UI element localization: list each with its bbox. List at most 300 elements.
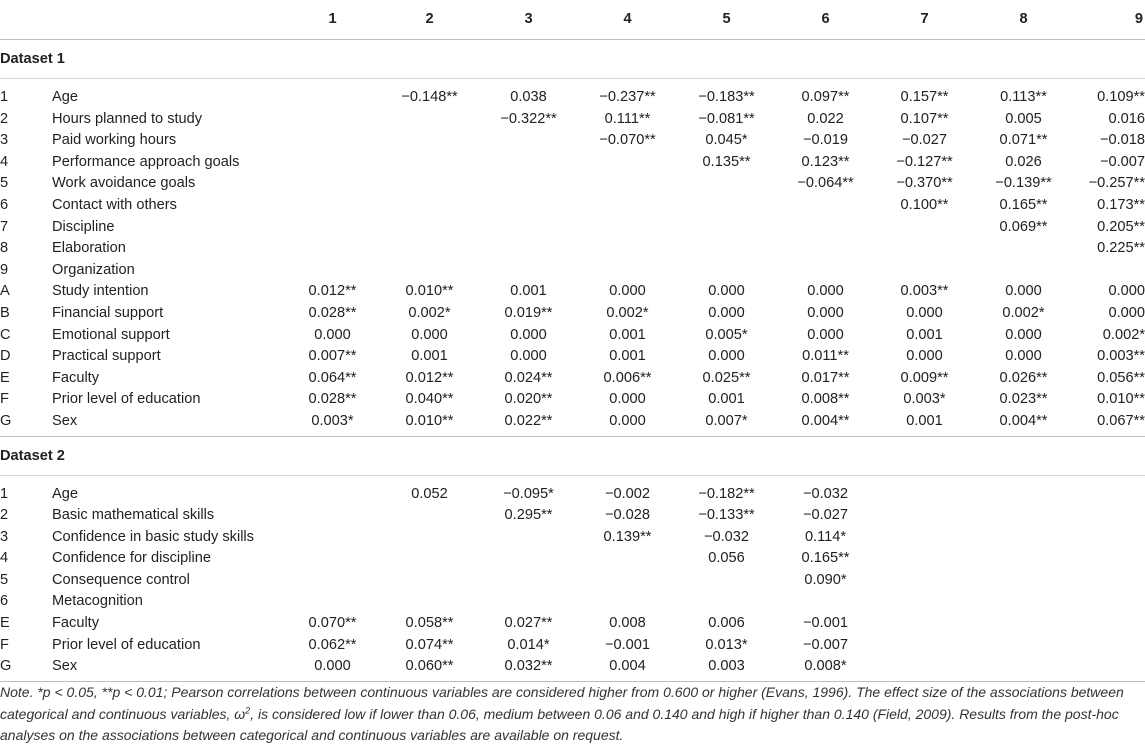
value-cell: 0.000 [807, 283, 844, 300]
value-cell [776, 195, 875, 217]
value-cell: −0.133** [698, 507, 755, 524]
value-cell: −0.032 [802, 485, 849, 502]
row-code: 5 [0, 175, 9, 192]
value-cell: 0.002* [606, 304, 649, 321]
value-cell: 0.011** [802, 348, 849, 365]
value-cell [380, 152, 479, 174]
table-row [0, 281, 1145, 303]
row-label: Practical support [52, 348, 161, 365]
value-cell: 0.006 [708, 615, 745, 632]
value-cell: 0.001 [609, 326, 646, 343]
value-cell: 0.001 [411, 348, 448, 365]
value-cell: 0.038 [510, 89, 547, 105]
value-cell: −0.001 [604, 636, 651, 653]
value-cell: 0.000 [708, 304, 745, 321]
value-cell: 0.107** [900, 110, 949, 127]
value-cell: 0.067** [1097, 412, 1145, 429]
value-cell [1073, 527, 1145, 549]
row-code: F [0, 636, 9, 653]
rule-row [0, 678, 1145, 682]
value-cell [479, 570, 578, 592]
value-cell [285, 109, 380, 131]
value-cell: 0.000 [609, 391, 646, 408]
value-cell [677, 570, 776, 592]
row-code: E [0, 615, 10, 632]
value-cell: 0.002* [408, 304, 451, 321]
row-code: F [0, 391, 9, 408]
value-cell [479, 260, 578, 282]
value-cell: 0.003 [708, 658, 745, 675]
value-cell [380, 505, 479, 527]
value-cell [776, 238, 875, 260]
value-cell: 0.004** [999, 412, 1048, 429]
table-row [0, 260, 1145, 282]
row-code: A [0, 283, 10, 300]
value-cell: 0.006** [603, 369, 652, 386]
row-code: C [0, 326, 11, 343]
value-cell: 0.005* [705, 326, 748, 343]
value-cell: −0.182** [698, 485, 755, 502]
value-cell [578, 217, 677, 239]
row-label: Age [52, 89, 78, 105]
value-cell [479, 173, 578, 195]
value-cell [974, 527, 1073, 549]
value-cell: 0.003* [903, 391, 946, 408]
value-cell [974, 656, 1073, 678]
value-cell [285, 527, 380, 549]
value-cell [285, 484, 380, 506]
value-cell: 0.069** [999, 218, 1048, 235]
table-note [0, 682, 1140, 747]
value-cell: −0.322** [500, 110, 557, 127]
value-cell: 0.028** [308, 391, 357, 408]
value-cell: 0.056** [1097, 369, 1145, 386]
value-cell: 0.071** [999, 132, 1048, 149]
column-header: 4 [578, 0, 677, 40]
value-cell: 0.017** [801, 369, 850, 386]
row-code: 8 [0, 240, 9, 257]
table-row [0, 346, 1145, 368]
value-cell [380, 109, 479, 131]
rule-cell [0, 678, 1145, 682]
value-cell [479, 217, 578, 239]
value-cell [578, 260, 677, 282]
value-cell: −0.002 [604, 485, 651, 502]
value-cell [875, 484, 974, 506]
value-cell: 0.295** [504, 507, 553, 524]
value-cell: 0.010** [405, 283, 454, 300]
value-cell [479, 130, 578, 152]
value-cell [578, 173, 677, 195]
value-cell [285, 570, 380, 592]
spacer-row [0, 475, 1145, 484]
value-cell [578, 570, 677, 592]
value-cell: 0.113** [1000, 89, 1047, 105]
value-cell: 0.135** [702, 153, 751, 170]
table-row [0, 505, 1145, 527]
value-cell [875, 613, 974, 635]
value-cell: −0.370** [896, 175, 953, 192]
value-cell [776, 217, 875, 239]
value-cell: 0.012** [405, 369, 454, 386]
value-cell: 0.008** [801, 391, 850, 408]
row-code: 1 [0, 485, 9, 502]
value-cell [285, 591, 380, 613]
row-code: 3 [0, 132, 9, 149]
value-cell: 0.205** [1097, 218, 1145, 235]
value-cell: 0.004** [801, 412, 850, 429]
value-cell: 0.001 [609, 348, 646, 365]
table-row [0, 411, 1145, 433]
row-code: B [0, 304, 10, 321]
value-cell: 0.064** [308, 369, 357, 386]
table-row [0, 109, 1145, 131]
value-cell [1073, 656, 1145, 678]
value-cell: −0.028 [604, 507, 651, 524]
value-cell: 0.109** [1097, 89, 1145, 105]
value-cell: 0.003** [1097, 348, 1145, 365]
value-cell: 0.010** [1097, 391, 1145, 408]
row-code: 9 [0, 261, 9, 278]
value-cell: 0.009** [900, 369, 949, 386]
table-row [0, 656, 1145, 678]
column-header: 8 [974, 0, 1073, 40]
value-cell [380, 570, 479, 592]
value-cell [285, 152, 380, 174]
value-cell [1073, 613, 1145, 635]
value-cell [776, 260, 875, 282]
table-row [0, 527, 1145, 549]
value-cell: 0.001 [708, 391, 745, 408]
value-cell: 0.052 [411, 485, 448, 502]
value-cell: 0.000 [609, 283, 646, 300]
value-cell [875, 238, 974, 260]
value-cell [677, 260, 776, 282]
table-row [0, 591, 1145, 613]
column-header: 5 [677, 0, 776, 40]
value-cell [380, 173, 479, 195]
table-row [0, 217, 1145, 239]
value-cell: 0.114* [804, 528, 847, 545]
value-cell: 0.000 [708, 283, 745, 300]
row-label: Performance approach goals [52, 153, 240, 170]
value-cell: 0.023** [999, 391, 1048, 408]
value-cell: −0.007 [1099, 153, 1145, 170]
row-code: D [0, 348, 11, 365]
value-cell: 0.100** [900, 196, 949, 213]
value-cell: −0.018 [1099, 132, 1145, 149]
value-cell: 0.139** [603, 528, 652, 545]
value-cell [285, 130, 380, 152]
value-cell: 0.070** [308, 615, 357, 632]
value-cell [380, 527, 479, 549]
table-row [0, 325, 1145, 347]
table-row [0, 570, 1145, 592]
value-cell: 0.045* [705, 132, 748, 149]
value-cell: 0.002* [1002, 304, 1045, 321]
value-cell [677, 238, 776, 260]
value-cell [380, 217, 479, 239]
dataset2-section-row [0, 436, 1145, 475]
row-label: Financial support [52, 304, 164, 321]
value-cell: −0.127** [896, 153, 953, 170]
value-cell: −0.019 [802, 132, 849, 149]
row-code: 3 [0, 528, 9, 545]
note-superscript: 2 [245, 704, 251, 715]
value-cell [974, 570, 1073, 592]
value-cell [974, 613, 1073, 635]
spacer-row [0, 79, 1145, 88]
row-label: Consequence control [52, 571, 190, 588]
value-cell [285, 217, 380, 239]
value-cell [1073, 548, 1145, 570]
spacer-cell [0, 475, 1145, 484]
value-cell: 0.173** [1097, 196, 1145, 213]
value-cell: −0.032 [703, 528, 750, 545]
row-label: Hours planned to study [52, 110, 203, 127]
row-label: Elaboration [52, 240, 126, 257]
table-row [0, 368, 1145, 390]
value-cell [1073, 260, 1145, 282]
value-cell [285, 548, 380, 570]
value-cell: 0.097** [801, 89, 850, 105]
value-cell [974, 238, 1073, 260]
value-cell [479, 238, 578, 260]
value-cell [380, 260, 479, 282]
value-cell [677, 173, 776, 195]
value-cell [285, 260, 380, 282]
row-label: Confidence for discipline [52, 550, 211, 567]
value-cell: 0.008 [609, 615, 646, 632]
value-cell [479, 591, 578, 613]
value-cell [875, 570, 974, 592]
value-cell [974, 505, 1073, 527]
value-cell [974, 260, 1073, 282]
row-code: 6 [0, 196, 9, 213]
value-cell [380, 130, 479, 152]
value-cell: −0.081** [698, 110, 755, 127]
spacer-cell [0, 79, 1145, 88]
value-cell [1073, 505, 1145, 527]
value-cell [479, 548, 578, 570]
value-cell: 0.165** [801, 550, 850, 567]
value-cell: 0.000 [1005, 283, 1042, 300]
value-cell: 0.022 [807, 110, 844, 127]
row-label: Faculty [52, 369, 100, 386]
row-code: 7 [0, 218, 9, 235]
value-cell [578, 152, 677, 174]
row-label: Prior level of education [52, 391, 201, 408]
value-cell [578, 591, 677, 613]
value-cell: 0.000 [1108, 283, 1145, 300]
value-cell: 0.123** [801, 153, 850, 170]
table-row [0, 238, 1145, 260]
value-cell: 0.007** [308, 348, 357, 365]
value-cell: 0.016 [1108, 110, 1145, 127]
row-label: Contact with others [52, 196, 177, 213]
value-cell: 0.000 [906, 348, 943, 365]
note-text-cont: , is considered low if lower than 0.06, medium between 0.06 and 0.140 and high if higher than 0.140 (Field, 2009). Results from the post-hoc analyses on the associations between categorical and continuous variables are available on request. [0, 705, 1119, 743]
value-cell [677, 591, 776, 613]
value-cell: 0.028** [308, 304, 357, 321]
value-cell [677, 195, 776, 217]
value-cell: 0.000 [1005, 326, 1042, 343]
value-cell: 0.001 [906, 412, 943, 429]
row-label: Discipline [52, 218, 115, 235]
value-cell: 0.003** [900, 283, 949, 300]
value-cell [285, 173, 380, 195]
row-code: 1 [0, 89, 9, 105]
value-cell [875, 656, 974, 678]
value-cell: 0.025** [702, 369, 751, 386]
value-cell: 0.001 [510, 283, 547, 300]
value-cell: 0.111** [604, 110, 651, 127]
value-cell [776, 591, 875, 613]
value-cell [380, 238, 479, 260]
row-code: 5 [0, 571, 9, 588]
value-cell: 0.001 [906, 326, 943, 343]
value-cell [875, 217, 974, 239]
column-header: 1 [285, 0, 380, 40]
row-label: Study intention [52, 283, 149, 300]
value-cell [285, 505, 380, 527]
value-cell [974, 548, 1073, 570]
value-cell: −0.007 [802, 636, 849, 653]
value-cell: 0.003* [311, 412, 354, 429]
row-label: Work avoidance goals [52, 175, 196, 192]
row-code: 2 [0, 507, 9, 524]
column-header: 3 [479, 0, 578, 40]
value-cell: 0.026 [1005, 153, 1042, 170]
value-cell: 0.000 [906, 304, 943, 321]
value-cell: 0.010** [405, 412, 454, 429]
section-title: Dataset 2 [0, 436, 1145, 475]
value-cell [578, 548, 677, 570]
value-cell [479, 527, 578, 549]
value-cell: 0.000 [411, 326, 448, 343]
value-cell [1073, 570, 1145, 592]
row-label: Age [52, 485, 78, 502]
value-cell: 0.000 [807, 326, 844, 343]
value-cell [380, 548, 479, 570]
value-cell: 0.090* [804, 571, 847, 588]
value-cell [974, 591, 1073, 613]
value-cell: 0.058** [405, 615, 454, 632]
table-row [0, 548, 1145, 570]
value-cell: −0.237** [599, 89, 656, 105]
value-cell: 0.000 [510, 348, 547, 365]
value-cell: 0.005 [1005, 110, 1042, 127]
row-label: Organization [52, 261, 135, 278]
value-cell: 0.000 [314, 326, 351, 343]
section-title: Dataset 1 [0, 40, 1145, 79]
table-row [0, 484, 1145, 506]
value-cell: −0.027 [901, 132, 948, 149]
row-code: G [0, 412, 12, 429]
value-cell [380, 195, 479, 217]
value-cell [1073, 635, 1145, 657]
value-cell [875, 527, 974, 549]
row-label: Metacognition [52, 593, 143, 610]
row-code: 4 [0, 153, 9, 170]
value-cell: 0.007* [705, 412, 748, 429]
value-cell: 0.000 [807, 304, 844, 321]
value-cell: 0.002* [1102, 326, 1145, 343]
table-row [0, 130, 1145, 152]
table-row [0, 389, 1145, 411]
value-cell: 0.014* [507, 636, 550, 653]
row-label: Faculty [52, 615, 100, 632]
value-cell: 0.019** [504, 304, 553, 321]
value-cell: 0.157** [900, 89, 949, 105]
value-cell: −0.183** [698, 89, 755, 105]
value-cell [974, 635, 1073, 657]
value-cell: 0.027** [504, 615, 553, 632]
value-cell [677, 217, 776, 239]
table-row [0, 87, 1145, 109]
value-cell [974, 484, 1073, 506]
row-code: E [0, 369, 10, 386]
value-cell: 0.026** [999, 369, 1048, 386]
row-label: Paid working hours [52, 132, 177, 149]
value-cell: 0.000 [708, 348, 745, 365]
column-header: 9 [1073, 0, 1145, 40]
value-cell: 0.074** [405, 636, 454, 653]
row-code: 6 [0, 593, 9, 610]
value-cell [1073, 484, 1145, 506]
value-cell: 0.032** [504, 658, 553, 675]
table-row [0, 173, 1145, 195]
value-cell [875, 591, 974, 613]
row-label: Prior level of education [52, 636, 201, 653]
value-cell [285, 238, 380, 260]
value-cell: −0.257** [1088, 175, 1145, 192]
value-cell [875, 505, 974, 527]
value-cell: 0.000 [609, 412, 646, 429]
table-row [0, 195, 1145, 217]
table-row [0, 613, 1145, 635]
row-code: G [0, 658, 12, 675]
value-cell: −0.070** [599, 132, 656, 149]
row-label: Confidence in basic study skills [52, 528, 254, 545]
value-cell: 0.000 [1108, 304, 1145, 321]
value-cell: −0.148** [401, 89, 458, 105]
value-cell: 0.062** [308, 636, 357, 653]
value-cell: 0.056 [708, 550, 745, 567]
value-cell [479, 195, 578, 217]
value-cell: −0.027 [802, 507, 849, 524]
value-cell: −0.095* [503, 485, 554, 502]
value-cell [578, 195, 677, 217]
value-cell: −0.001 [802, 615, 849, 632]
value-cell [1073, 591, 1145, 613]
value-cell [875, 548, 974, 570]
value-cell [875, 260, 974, 282]
value-cell: 0.000 [314, 658, 351, 675]
value-cell: 0.008* [804, 658, 847, 675]
row-code: 2 [0, 110, 9, 127]
table-row [0, 303, 1145, 325]
table-row [0, 152, 1145, 174]
value-cell [380, 591, 479, 613]
value-cell: 0.020** [504, 391, 553, 408]
value-cell [479, 152, 578, 174]
value-cell: 0.040** [405, 391, 454, 408]
value-cell [578, 238, 677, 260]
value-cell [875, 635, 974, 657]
row-label: Basic mathematical skills [52, 507, 215, 524]
column-header-row [0, 0, 1145, 40]
